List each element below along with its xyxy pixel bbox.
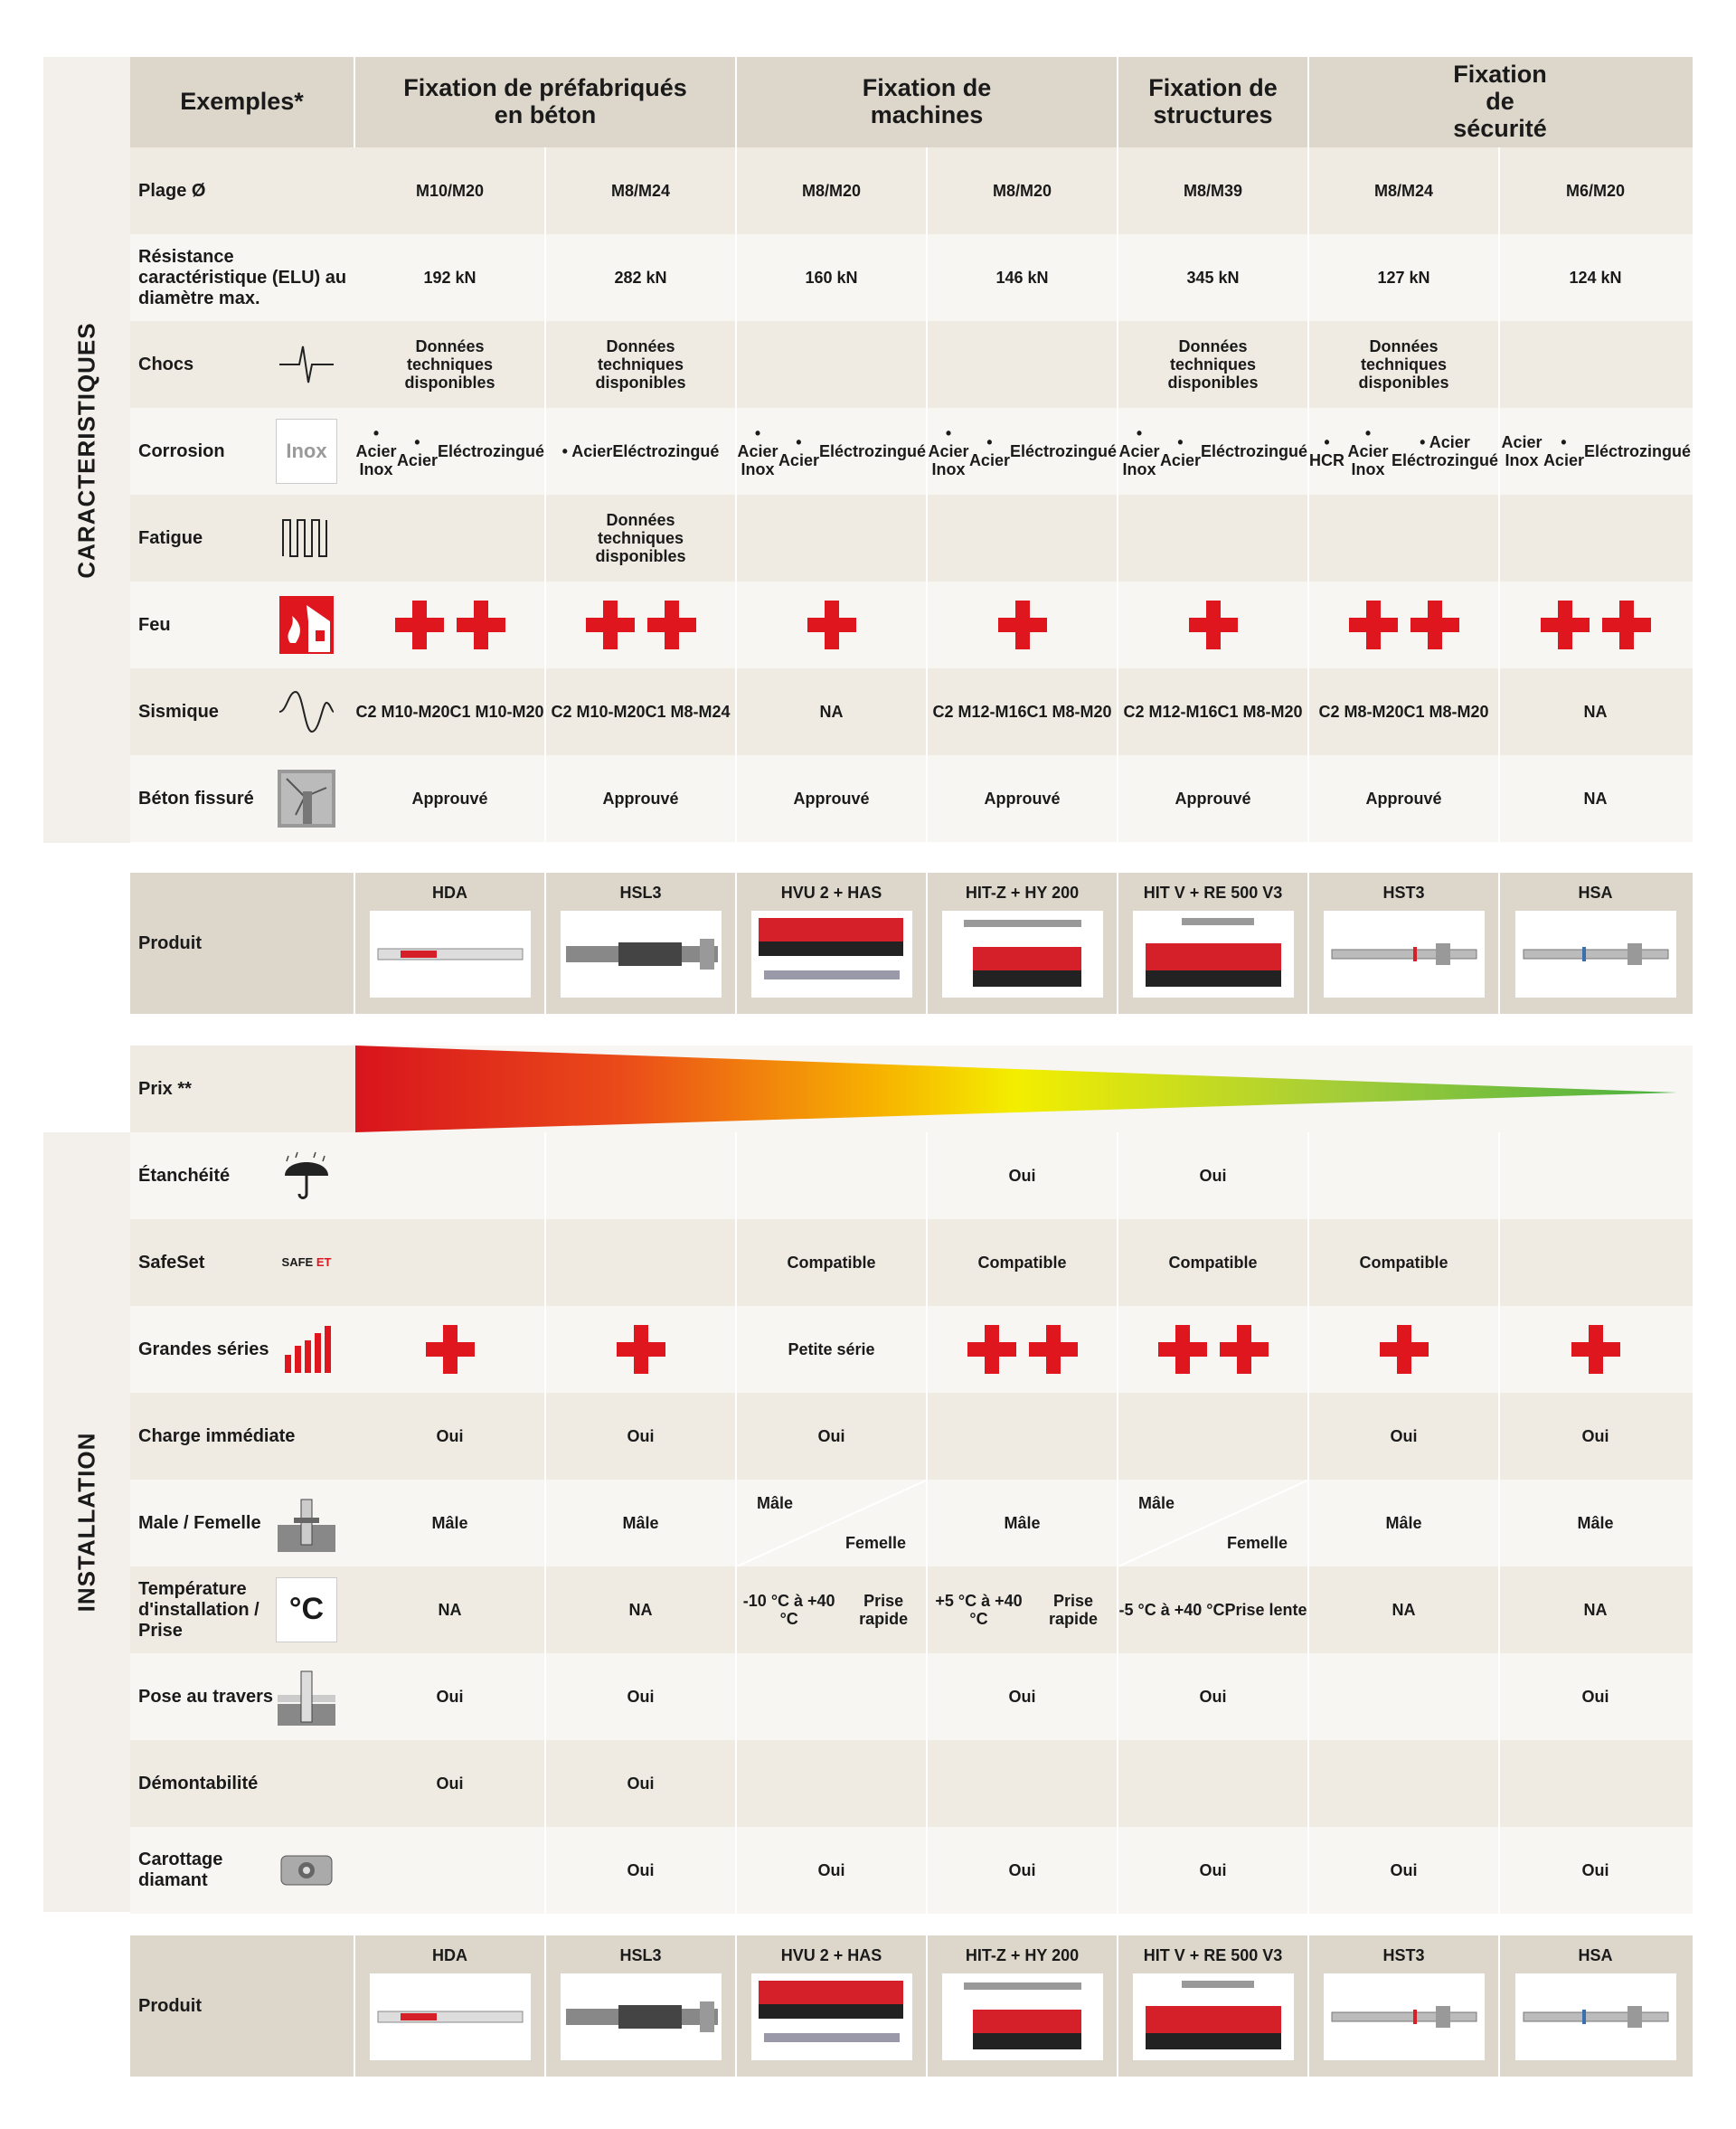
row-label-beton: Béton fissuré bbox=[130, 755, 355, 842]
row-sismique bbox=[130, 668, 1693, 755]
cell-etancheite-4: Oui bbox=[1118, 1132, 1309, 1219]
cell-demont-4 bbox=[1118, 1740, 1309, 1827]
row-label-plage: Plage Ø bbox=[138, 180, 206, 201]
cell-resistance-5: 127 kN bbox=[1309, 234, 1500, 321]
product-row-bottom bbox=[130, 1935, 1693, 2077]
row-label-feu: Feu bbox=[130, 582, 355, 668]
product-cell-4 bbox=[1118, 873, 1309, 1014]
cell-plage-0: M10/M20 bbox=[355, 147, 546, 234]
product-cell-1 bbox=[546, 1935, 737, 2077]
product-cell-4 bbox=[1118, 1935, 1309, 2077]
rating-plus-icon bbox=[457, 601, 505, 649]
cell-charge-2: Oui bbox=[737, 1393, 928, 1480]
header-group-prefab: Fixation de préfabriqués en béton bbox=[355, 57, 737, 147]
product-name: HDA bbox=[432, 884, 467, 902]
cell-grandes-1 bbox=[546, 1306, 737, 1393]
cell-male-3: Mâle bbox=[928, 1480, 1118, 1566]
cell-corrosion-5: • HCR • Acier Inox • Acier Eléctrozingué bbox=[1309, 408, 1500, 495]
cell-feu-1 bbox=[546, 582, 737, 668]
safeset-logo: SAFE ET bbox=[281, 1254, 332, 1269]
product-name: HST3 bbox=[1382, 1946, 1425, 1964]
cell-beton-6: NA bbox=[1583, 789, 1608, 808]
rating-plus-icon bbox=[617, 1325, 665, 1374]
product-cell-1 bbox=[546, 873, 737, 1014]
cell-charge-6: Oui bbox=[1581, 1426, 1609, 1445]
cell-feu-4 bbox=[1118, 582, 1309, 668]
through-fixing-icon bbox=[276, 1664, 337, 1729]
row-label-sismique: Sismique bbox=[130, 668, 355, 755]
cell-sismique-4: C2 M12-M16 C1 M8-M20 bbox=[1118, 668, 1309, 755]
product-image bbox=[942, 911, 1103, 998]
cell-pose-2 bbox=[737, 1653, 928, 1740]
cell-male-2: Mâle Femelle bbox=[737, 1480, 928, 1566]
price-row bbox=[130, 1046, 1693, 1132]
product-image bbox=[1133, 1973, 1294, 2060]
cell-etancheite-5 bbox=[1309, 1132, 1500, 1219]
cell-grandes-6 bbox=[1500, 1306, 1691, 1393]
product-name: HSL3 bbox=[619, 1946, 662, 1964]
cell-grandes-2: Petite série bbox=[737, 1306, 928, 1393]
anchor-section-icon bbox=[276, 1490, 337, 1556]
product-image bbox=[751, 911, 912, 998]
cell-corrosion-1: • Acier Eléctrozingué bbox=[546, 408, 737, 495]
cell-grandes-3 bbox=[928, 1306, 1118, 1393]
cell-chocs-6 bbox=[1500, 321, 1691, 408]
cell-safeset-4: Compatible bbox=[1118, 1219, 1309, 1306]
rating-plus-icon bbox=[1029, 1325, 1078, 1374]
row-label-pose: Pose au travers bbox=[130, 1653, 355, 1740]
row-plage bbox=[130, 147, 1693, 234]
cell-resistance-4: 345 kN bbox=[1118, 234, 1309, 321]
cell-charge-5: Oui bbox=[1309, 1393, 1500, 1480]
cell-charge-0: Oui bbox=[355, 1393, 546, 1480]
row-label-fatigue: Fatigue bbox=[130, 495, 355, 582]
cell-chocs-1: Données techniques disponibles bbox=[546, 321, 737, 408]
cell-pose-6: Oui bbox=[1581, 1687, 1609, 1706]
cell-chocs-3 bbox=[928, 321, 1118, 408]
rating-plus-icon bbox=[1571, 1325, 1620, 1374]
inox-icon: Inox bbox=[276, 419, 337, 484]
cell-etancheite-2 bbox=[737, 1132, 928, 1219]
product-cell-0 bbox=[355, 873, 546, 1014]
product-name: HSA bbox=[1578, 884, 1613, 902]
rating-plus-icon bbox=[586, 601, 635, 649]
product-image bbox=[1515, 911, 1676, 998]
cell-male-0: Mâle bbox=[355, 1480, 546, 1566]
cell-charge-1: Oui bbox=[546, 1393, 737, 1480]
cell-temperature-3: +5 °C à +40 °C Prise rapide bbox=[928, 1566, 1118, 1653]
cell-plage-4: M8/M39 bbox=[1118, 147, 1309, 234]
cell-corrosion-2: • Acier Inox • Acier Eléctrozingué bbox=[737, 408, 928, 495]
row-temperature bbox=[130, 1566, 1693, 1653]
price-label: Prix ** bbox=[130, 1046, 355, 1132]
product-image bbox=[1133, 911, 1294, 998]
cracked-concrete-icon bbox=[276, 766, 337, 831]
product-name: HDA bbox=[432, 1946, 467, 1964]
product-cell-3 bbox=[928, 873, 1118, 1014]
row-label-charge: Charge immédiate bbox=[138, 1425, 296, 1446]
cell-carottage-4: Oui bbox=[1118, 1827, 1309, 1914]
rating-plus-icon bbox=[1602, 601, 1651, 649]
cell-grandes-0 bbox=[355, 1306, 546, 1393]
cell-sismique-0: C2 M10-M20 C1 M10-M20 bbox=[355, 668, 546, 755]
cell-safeset-3: Compatible bbox=[928, 1219, 1118, 1306]
cell-male-5: Mâle bbox=[1309, 1480, 1500, 1566]
row-chocs bbox=[130, 321, 1693, 408]
product-image bbox=[751, 1973, 912, 2060]
row-fatigue bbox=[130, 495, 1693, 582]
product-image bbox=[942, 1973, 1103, 2060]
product-name: HIT V + RE 500 V3 bbox=[1143, 1946, 1283, 1964]
product-image bbox=[370, 911, 531, 998]
cell-male-6: Mâle bbox=[1577, 1513, 1614, 1532]
cell-grandes-4 bbox=[1118, 1306, 1309, 1393]
cell-sismique-6: NA bbox=[1583, 702, 1608, 721]
fire-icon bbox=[276, 592, 337, 658]
product-cell-2 bbox=[737, 873, 928, 1014]
row-label-carottage: Carottage diamant bbox=[130, 1827, 355, 1914]
row-feu bbox=[130, 582, 1693, 668]
cell-chocs-4: Données techniques disponibles bbox=[1118, 321, 1309, 408]
cell-etancheite-3: Oui bbox=[928, 1132, 1118, 1219]
cell-carottage-0 bbox=[355, 1827, 546, 1914]
cell-plage-2: M8/M20 bbox=[737, 147, 928, 234]
cell-beton-2: Approuvé bbox=[737, 755, 928, 842]
cell-feu-2 bbox=[737, 582, 928, 668]
product-name: HIT-Z + HY 200 bbox=[965, 1946, 1080, 1964]
cell-chocs-2 bbox=[737, 321, 928, 408]
cell-sismique-3: C2 M12-M16 C1 M8-M20 bbox=[928, 668, 1118, 755]
cell-etancheite-0 bbox=[355, 1132, 546, 1219]
cell-feu-6 bbox=[1500, 582, 1691, 668]
row-label-temperature: Température d'installation / Prise °C bbox=[130, 1566, 355, 1653]
cell-beton-5: Approuvé bbox=[1309, 755, 1500, 842]
rating-plus-icon bbox=[1189, 601, 1238, 649]
cell-fatigue-6 bbox=[1500, 495, 1691, 582]
rating-plus-icon bbox=[1380, 1325, 1429, 1374]
product-image bbox=[1324, 1973, 1485, 2060]
rating-plus-icon bbox=[1541, 601, 1590, 649]
product-name: HVU 2 + HAS bbox=[780, 1946, 882, 1964]
cell-carottage-2: Oui bbox=[737, 1827, 928, 1914]
row-safeset bbox=[130, 1219, 1693, 1306]
rating-plus-icon bbox=[1158, 1325, 1207, 1374]
cell-male-1: Mâle bbox=[546, 1480, 737, 1566]
table-header bbox=[130, 57, 1693, 147]
cell-carottage-6: Oui bbox=[1581, 1860, 1609, 1879]
cell-fatigue-1: Données techniques disponibles bbox=[546, 495, 737, 582]
rating-plus-icon bbox=[967, 1325, 1016, 1374]
cell-corrosion-4: • Acier Inox • Acier Eléctrozingué bbox=[1118, 408, 1309, 495]
rating-plus-icon bbox=[395, 601, 444, 649]
seismic-wave-icon bbox=[276, 679, 337, 744]
row-label-grandes: Grandes séries bbox=[130, 1306, 355, 1393]
cell-corrosion-0: • Acier Inox • Acier Eléctrozingué bbox=[355, 408, 546, 495]
product-name: HVU 2 + HAS bbox=[780, 884, 882, 902]
product-row-top bbox=[130, 873, 1693, 1014]
row-carottage bbox=[130, 1827, 1693, 1914]
cell-corrosion-3: • Acier Inox • Acier Eléctrozingué bbox=[928, 408, 1118, 495]
cell-temperature-4: -5 °C à +40 °C Prise lente bbox=[1118, 1566, 1309, 1653]
cell-pose-1: Oui bbox=[546, 1653, 737, 1740]
cell-carottage-3: Oui bbox=[928, 1827, 1118, 1914]
row-label-demont: Démontabilité bbox=[138, 1773, 259, 1793]
bar-chart-icon bbox=[276, 1317, 337, 1382]
cell-beton-0: Approuvé bbox=[355, 755, 546, 842]
cell-demont-2 bbox=[737, 1740, 928, 1827]
cell-charge-3 bbox=[928, 1393, 1118, 1480]
cell-temperature-0: NA bbox=[355, 1566, 546, 1653]
cell-feu-5 bbox=[1309, 582, 1500, 668]
product-cell-0 bbox=[355, 1935, 546, 2077]
cell-plage-5: M8/M24 bbox=[1309, 147, 1500, 234]
cell-corrosion-6: Acier Inox • Acier Eléctrozingué bbox=[1501, 432, 1691, 469]
sidebar-caracteristiques bbox=[43, 57, 130, 843]
cell-chocs-0: Données techniques disponibles bbox=[355, 321, 546, 408]
product-cell-6 bbox=[1500, 873, 1691, 1014]
rating-plus-icon bbox=[1410, 601, 1459, 649]
cell-pose-4: Oui bbox=[1118, 1653, 1309, 1740]
cell-demont-1: Oui bbox=[546, 1740, 737, 1827]
row-grandes bbox=[130, 1306, 1693, 1393]
cell-sismique-1: C2 M10-M20 C1 M8-M24 bbox=[546, 668, 737, 755]
cell-etancheite-1 bbox=[546, 1132, 737, 1219]
product-cell-5 bbox=[1309, 1935, 1500, 2077]
product-label-bottom: Produit bbox=[130, 1935, 355, 2077]
cell-safeset-0 bbox=[355, 1219, 546, 1306]
cell-resistance-2: 160 kN bbox=[737, 234, 928, 321]
cell-demont-5 bbox=[1309, 1740, 1500, 1827]
product-name: HSA bbox=[1578, 1946, 1613, 1964]
cell-demont-3 bbox=[928, 1740, 1118, 1827]
cell-resistance-3: 146 kN bbox=[928, 234, 1118, 321]
row-label-chocs: Chocs bbox=[130, 321, 355, 408]
cell-temperature-1: NA bbox=[546, 1566, 737, 1653]
rating-plus-icon bbox=[426, 1325, 475, 1374]
rating-plus-icon bbox=[807, 601, 856, 649]
cell-feu-0 bbox=[355, 582, 546, 668]
cell-plage-6: M6/M20 bbox=[1565, 181, 1626, 200]
section-label-installation: INSTALLATION bbox=[72, 1432, 100, 1613]
rating-plus-icon bbox=[1349, 601, 1398, 649]
product-name: HIT-Z + HY 200 bbox=[965, 884, 1080, 902]
row-resistance bbox=[130, 234, 1693, 321]
rating-plus-icon bbox=[998, 601, 1047, 649]
cell-safeset-6 bbox=[1500, 1219, 1691, 1306]
row-beton bbox=[130, 755, 1693, 842]
product-image bbox=[370, 1973, 531, 2060]
cell-etancheite-6 bbox=[1500, 1132, 1691, 1219]
cell-beton-4: Approuvé bbox=[1118, 755, 1309, 842]
cell-fatigue-5 bbox=[1309, 495, 1500, 582]
cell-male-4: Mâle Femelle bbox=[1118, 1480, 1309, 1566]
product-image bbox=[1515, 1973, 1676, 2060]
cell-fatigue-0 bbox=[355, 495, 546, 582]
cell-temperature-6: NA bbox=[1583, 1600, 1608, 1619]
cell-pose-3: Oui bbox=[928, 1653, 1118, 1740]
header-examples: Exemples* bbox=[130, 57, 355, 147]
product-name: HST3 bbox=[1382, 884, 1425, 902]
price-gradient-wedge bbox=[355, 1046, 1693, 1132]
row-male bbox=[130, 1480, 1693, 1566]
row-label-corrosion: Corrosion Inox bbox=[130, 408, 355, 495]
cell-fatigue-2 bbox=[737, 495, 928, 582]
cell-sismique-2: NA bbox=[737, 668, 928, 755]
product-name: HSL3 bbox=[619, 884, 662, 902]
cell-pose-0: Oui bbox=[355, 1653, 546, 1740]
diamond-core-icon bbox=[276, 1838, 337, 1903]
cell-carottage-1: Oui bbox=[546, 1827, 737, 1914]
cell-carottage-5: Oui bbox=[1309, 1827, 1500, 1914]
product-image bbox=[561, 911, 722, 998]
cell-feu-3 bbox=[928, 582, 1118, 668]
row-label-safeset: SafeSet SAFE ET bbox=[130, 1219, 355, 1306]
section-label-caracteristiques: CARACTERISTIQUES bbox=[72, 321, 100, 579]
cell-demont-0: Oui bbox=[355, 1740, 546, 1827]
cell-safeset-5: Compatible bbox=[1309, 1219, 1500, 1306]
row-corrosion bbox=[130, 408, 1693, 495]
header-group-machines: Fixation de machines bbox=[737, 57, 1118, 147]
cell-fatigue-3 bbox=[928, 495, 1118, 582]
sidebar-installation bbox=[43, 1132, 130, 1912]
cell-temperature-5: NA bbox=[1309, 1566, 1500, 1653]
cell-plage-3: M8/M20 bbox=[928, 147, 1118, 234]
cell-demont-6 bbox=[1500, 1740, 1691, 1827]
fatigue-coil-icon bbox=[276, 506, 337, 571]
shock-wave-icon bbox=[276, 332, 337, 397]
header-group-securite: Fixation de sécurité bbox=[1453, 61, 1547, 142]
cell-resistance-6: 124 kN bbox=[1569, 268, 1622, 287]
product-label: Produit bbox=[130, 873, 355, 1014]
product-cell-2 bbox=[737, 1935, 928, 2077]
cell-chocs-5: Données techniques disponibles bbox=[1309, 321, 1500, 408]
product-image bbox=[561, 1973, 722, 2060]
cell-safeset-2: Compatible bbox=[737, 1219, 928, 1306]
row-label-resistance: Résistance caractéristique (ELU) au diamètre max. bbox=[138, 246, 347, 308]
product-cell-5 bbox=[1309, 873, 1500, 1014]
row-pose bbox=[130, 1653, 1693, 1740]
row-charge bbox=[130, 1393, 1693, 1480]
row-label-etancheite: Étanchéité bbox=[130, 1132, 355, 1219]
row-label-male: Male / Femelle bbox=[130, 1480, 355, 1566]
cell-temperature-2: -10 °C à +40 °C Prise rapide bbox=[737, 1566, 928, 1653]
cell-plage-1: M8/M24 bbox=[546, 147, 737, 234]
cell-grandes-5 bbox=[1309, 1306, 1500, 1393]
cell-beton-3: Approuvé bbox=[928, 755, 1118, 842]
celsius-icon: °C bbox=[276, 1577, 337, 1642]
cell-charge-4 bbox=[1118, 1393, 1309, 1480]
rating-plus-icon bbox=[647, 601, 696, 649]
product-image bbox=[1324, 911, 1485, 998]
cell-sismique-5: C2 M8-M20 C1 M8-M20 bbox=[1309, 668, 1500, 755]
cell-resistance-1: 282 kN bbox=[546, 234, 737, 321]
header-group-structures: Fixation de structures bbox=[1118, 57, 1309, 147]
row-etancheite bbox=[130, 1132, 1693, 1219]
cell-pose-5 bbox=[1309, 1653, 1500, 1740]
cell-safeset-1 bbox=[546, 1219, 737, 1306]
cell-resistance-0: 192 kN bbox=[355, 234, 546, 321]
row-demont bbox=[130, 1740, 1693, 1827]
product-cell-3 bbox=[928, 1935, 1118, 2077]
cell-beton-1: Approuvé bbox=[546, 755, 737, 842]
umbrella-icon bbox=[276, 1143, 337, 1208]
product-name: HIT V + RE 500 V3 bbox=[1143, 884, 1283, 902]
cell-fatigue-4 bbox=[1118, 495, 1309, 582]
product-cell-6 bbox=[1500, 1935, 1691, 2077]
rating-plus-icon bbox=[1220, 1325, 1269, 1374]
